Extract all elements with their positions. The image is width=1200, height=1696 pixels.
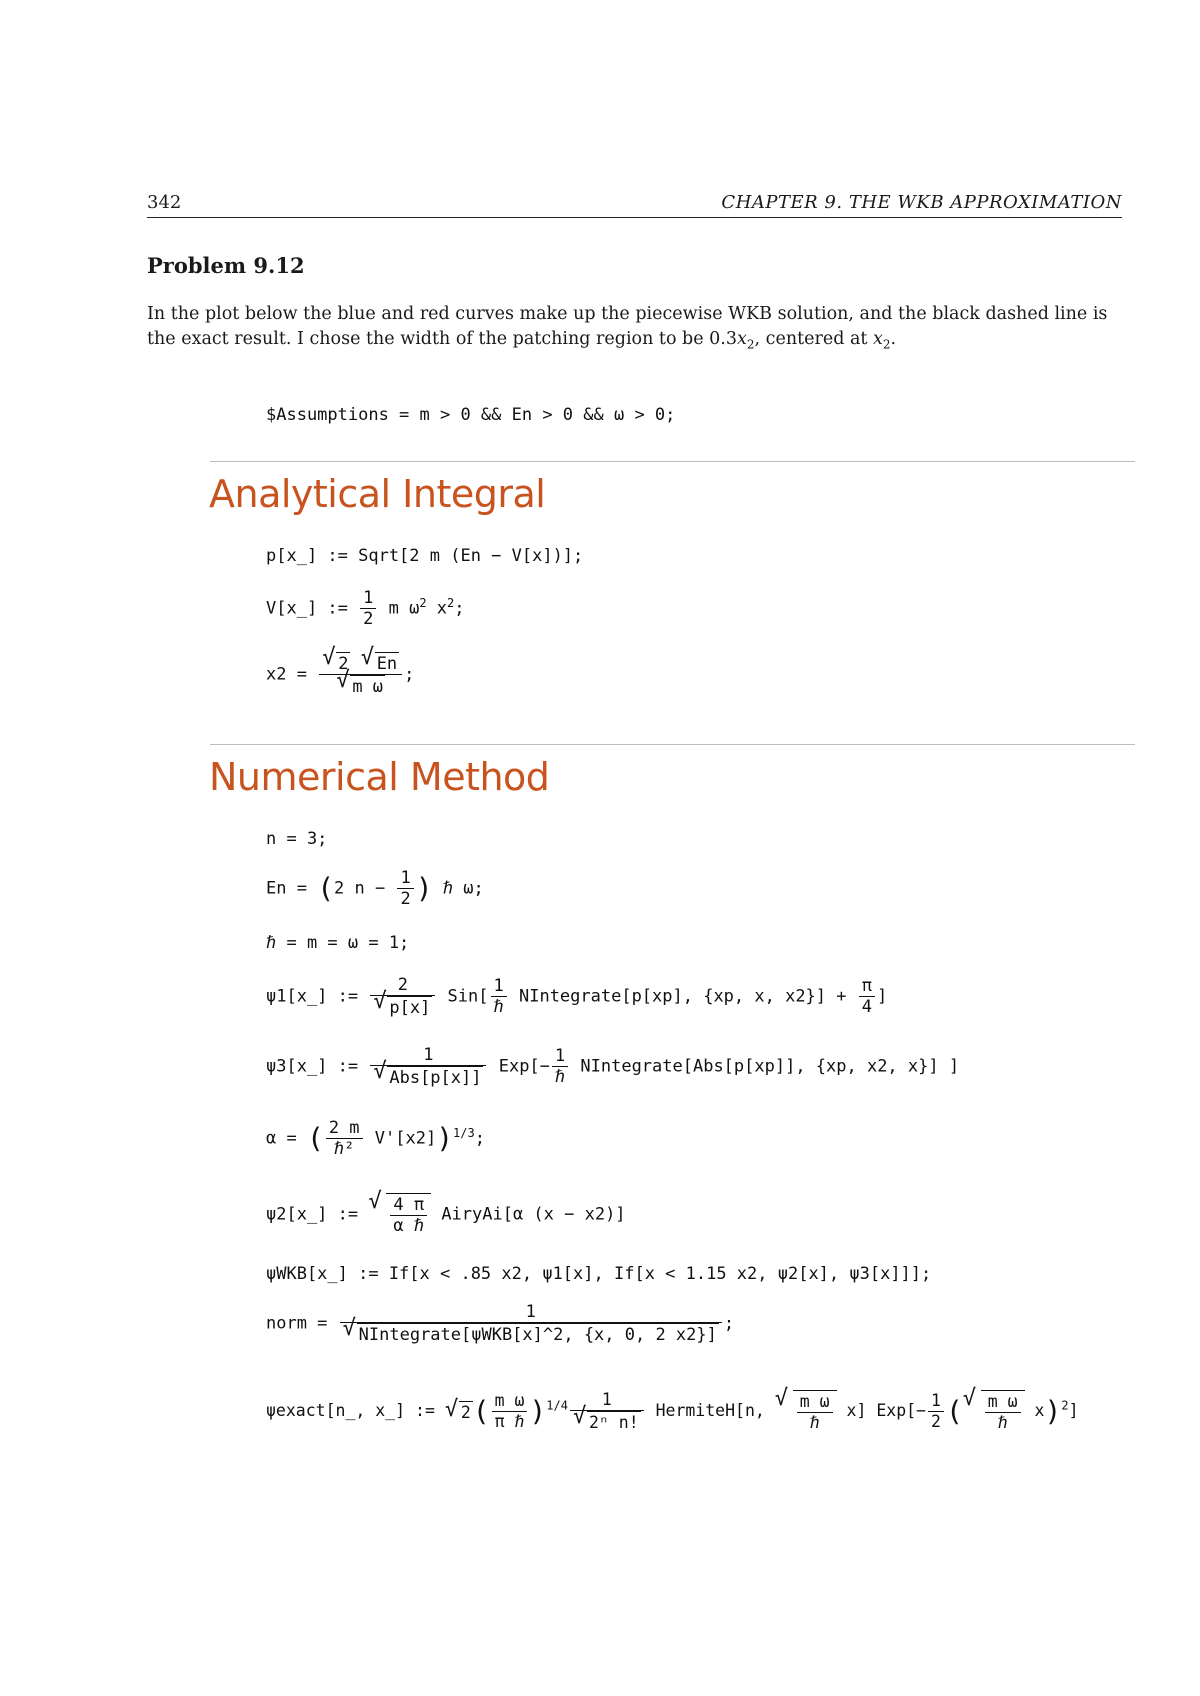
sqrt-abs-p [373,1066,483,1088]
exact-f3-num: √ m ω [797,1392,833,1413]
p-definition: p[x_] := Sqrt[2 m (En − V[x])]; [266,546,584,566]
v-x: x [426,598,448,619]
exact-sqrt-fact [573,1411,641,1433]
exact-f1-num: m ω [492,1391,528,1412]
sqrt-2-radicand: 2 [338,654,349,674]
assumptions-code: $Assumptions = m > 0 && En > 0 && ω > 0; [266,405,676,425]
x2-frac-num [319,652,402,675]
psi2-lhs: ψ2[x_] := [266,1204,369,1225]
exact-f2-num: 1 [570,1390,644,1411]
psi1-end: ] [877,986,888,1007]
psi3-exp: Exp[− [488,1056,550,1077]
psi1-sin: Sin[ [437,986,489,1007]
psi2-sqrt-radicand [386,1193,431,1236]
problem-description [147,302,1122,358]
psi3-frac-den [370,1066,486,1088]
psi3-inv-num: 1 [552,1046,568,1067]
norm-end: ; [723,1313,735,1334]
en-lhs: En = [266,878,318,899]
intro-text-end: . [890,329,897,349]
x2-frac-den [319,675,402,697]
psi2-frac-den: α ℏ [393,1216,425,1236]
x2-subscript-2: 2 [882,337,891,352]
norm-sqrt [343,1323,719,1345]
en-frac-den: 2 [400,889,411,909]
psi2-fraction [390,1195,427,1236]
chapter-title: CHAPTER 9. THE WKB APPROXIMATION [721,192,1122,213]
exact-open-paren-1: ( [472,1394,490,1428]
psi2-frac-num: √ 4 π [390,1195,427,1216]
exact-lhs: ψexact[n_, x_] := [266,1401,445,1420]
x2-subscript-1: 2 [746,337,755,352]
psi1-pi-fraction [859,976,875,1017]
psi3-inv-hbar [552,1046,568,1087]
v-frac-den: 2 [363,609,374,629]
norm-frac-num: 1 [340,1302,722,1323]
exact-sqrt-3 [775,1390,837,1433]
exact-hermite: HermiteH[n, [645,1401,775,1420]
x2-end: ; [404,664,415,685]
alpha-fraction [326,1118,363,1159]
exact-sqrt-4 [963,1390,1025,1433]
alpha-definition [266,1118,485,1159]
en-open-paren: ( [317,871,335,905]
n-definition: n = 3; [266,829,328,849]
exact-f2-den [570,1411,644,1433]
exact-fraction-2 [570,1390,644,1433]
psi-exact-definition [266,1390,1079,1433]
psi3-fraction [370,1045,486,1088]
exact-f1-den: π ℏ [494,1412,525,1431]
section-divider-analytical [210,461,1135,462]
psi1-integral: NIntegrate[p[xp], {xp, x, x2}] + [508,986,857,1007]
exact-fraction-3 [797,1392,833,1433]
alpha-end: ; [474,1128,485,1149]
exact-square: 2 [1061,1398,1069,1413]
norm-sqrt-radicand: NIntegrate[ψWKB[x]^2, {x, 0, 2 x2}] [358,1325,717,1345]
psi2-rhs: AiryAi[α (x − x2)] [431,1204,626,1225]
psi3-inv-den: ℏ [554,1067,566,1087]
psi1-definition [266,975,887,1018]
sqrt-m-omega-radicand: m ω [352,677,384,697]
psi1-frac-num: 2 [370,975,435,996]
exact-half [928,1391,944,1432]
psi1-pi-num: π [859,976,875,997]
alpha-exponent: 1/3 [453,1125,475,1140]
psi2-sqrt [368,1193,431,1236]
x2-fraction [319,652,402,697]
psi1-fraction [370,975,435,1018]
exact-half-num: 1 [928,1391,944,1412]
en-fraction [397,868,413,909]
norm-frac-den [340,1323,722,1345]
exact-close-paren-2: ) [1044,1394,1062,1428]
exact-close-paren-1: ) [529,1394,547,1428]
exact-half-den: 2 [931,1412,941,1431]
exact-open-paren-2: ( [945,1394,963,1428]
exact-x-exp: x] Exp[− [836,1401,926,1420]
norm-definition [266,1302,734,1345]
psiwkb-definition: ψWKB[x_] := If[x < .85 x2, ψ1[x], If[x < 1.15 x2, ψ2[x], ψ3[x]]]; [266,1264,932,1284]
section-title-numerical: Numerical Method [209,755,550,799]
x2-lhs: x2 = [266,664,318,685]
section-title-analytical: Analytical Integral [209,472,546,516]
en-inner: 2 n − [334,878,396,899]
exact-sqrt-2-radicand: 2 [460,1403,471,1422]
psi1-inv-hbar [491,976,507,1017]
x2-symbol-1: x [737,329,747,349]
sqrt-en [361,652,399,674]
psi1-inv-num: 1 [491,976,507,997]
v-fraction [360,588,376,629]
en-frac-num: 1 [397,868,413,889]
exact-f4-num: √ m ω [985,1392,1021,1413]
sqrt-en-radicand: En [376,654,398,674]
exact-sqrt-4-radicand [981,1390,1025,1433]
alpha-lhs: α = [266,1128,307,1149]
norm-lhs: norm = [266,1313,338,1334]
exact-sqrt-2 [445,1401,473,1422]
v-x-exponent: 2 [447,595,455,610]
alpha-open-paren: ( [306,1121,324,1155]
psi1-frac-den [370,996,435,1018]
sqrt-abs-p-radicand: Abs[p[x]] [389,1068,482,1088]
intro-text-1: In the plot below the blue and red curves make up the piecewise WKB solution, and the black dashed line is the exact result. I chose the width of the patching region to be 0.3 [147,304,1108,349]
exact-exponent: 1/4 [546,1398,568,1413]
en-definition [266,868,484,909]
exact-sqrt-fact-radicand: 2ⁿ n! [588,1413,639,1432]
psi3-lhs: ψ3[x_] := [266,1056,369,1077]
sqrt-p-radicand: p[x] [389,998,431,1018]
alpha-frac-den: ℏ² [333,1139,355,1159]
v-definition [266,588,465,629]
sqrt-m-omega [336,675,385,697]
psi1-lhs: ψ1[x_] := [266,986,369,1007]
norm-fraction [340,1302,722,1345]
exact-x2: x [1024,1401,1045,1420]
problem-title: Problem 9.12 [147,253,305,278]
sqrt-p [373,996,432,1018]
exact-fraction-1 [492,1391,528,1432]
alpha-rhs: V'[x2] [364,1128,437,1149]
v-rhs: m ω [378,598,420,619]
exact-f3-den: ℏ [809,1413,820,1432]
psi3-definition [266,1045,959,1088]
exact-sqrt-3-radicand [793,1390,837,1433]
alpha-close-paren: ) [436,1121,454,1155]
psi3-frac-num: 1 [370,1045,486,1066]
exact-fraction-4 [985,1392,1021,1433]
intro-text-2: , centered at [754,329,873,349]
x2-symbol-2: x [873,329,883,349]
exact-f4-den: ℏ [997,1413,1008,1432]
en-close-paren: ) [415,871,433,905]
psi3-integral: NIntegrate[Abs[p[xp]], {xp, x2, x}] ] [570,1056,960,1077]
exact-end: ] [1068,1401,1079,1420]
en-rhs: ℏ ω; [432,878,484,899]
x2-definition [266,652,414,697]
v-lhs: V[x_] := [266,598,359,619]
header-rule [147,217,1122,218]
v-end: ; [454,598,465,619]
v-omega-exponent: 2 [419,595,427,610]
psi1-pi-den: 4 [861,997,872,1017]
units-definition: ℏ = m = ω = 1; [266,933,410,953]
alpha-frac-num: 2 m [326,1118,363,1139]
page-number: 342 [147,192,182,213]
psi1-inv-den: ℏ [493,997,504,1017]
section-divider-numerical [210,744,1135,745]
psi2-definition [266,1193,626,1236]
v-frac-num: 1 [360,588,376,609]
